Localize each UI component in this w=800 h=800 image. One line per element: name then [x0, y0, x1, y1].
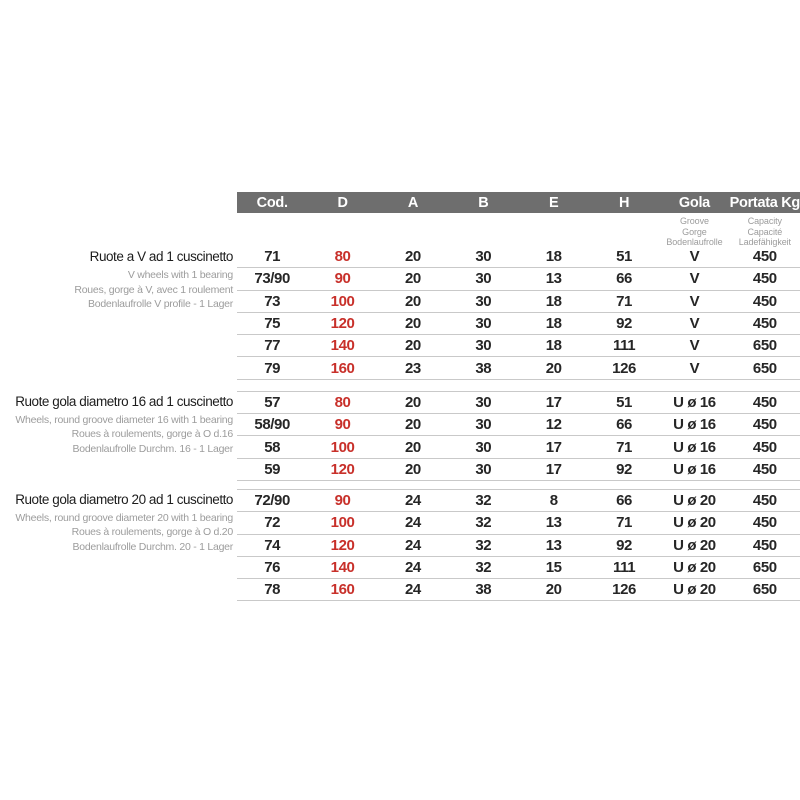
group-subtitle: Roues, gorge à V, avec 1 roulement	[74, 283, 233, 296]
cell-a: 24	[404, 514, 421, 532]
cell-e: 17	[545, 438, 562, 456]
cell-cod: 79	[264, 359, 281, 377]
cell-e: 20	[545, 581, 562, 599]
column-header-h: H	[618, 194, 630, 211]
cell-h: 111	[612, 559, 636, 576]
cell-e: 18	[545, 292, 562, 310]
group-title: Ruote gola diametro 16 ad 1 cuscinetto	[15, 393, 233, 409]
cell-a: 20	[404, 438, 421, 456]
cell-gola: U ø 20	[673, 514, 716, 532]
group-subtitle: V wheels with 1 bearing	[127, 269, 233, 281]
cell-b: 38	[475, 581, 492, 599]
cell-b: 30	[475, 416, 492, 434]
cell-portatakg: 450	[752, 315, 777, 333]
cell-cod: 73	[264, 292, 281, 310]
cell-a: 24	[404, 492, 421, 510]
cell-portatakg: 450	[752, 492, 777, 510]
cell-portatakg: 450	[752, 416, 777, 434]
cell-b: 32	[475, 514, 492, 532]
cell-h: 71	[616, 514, 632, 532]
cell-cod: 77	[264, 337, 281, 355]
cell-h: 92	[616, 315, 632, 333]
cell-d: 160	[330, 581, 355, 599]
group-subtitle: Wheels, round groove diameter 20 with 1 bearing	[15, 511, 233, 524]
cell-a: 23	[404, 359, 421, 377]
cell-b: 30	[475, 337, 492, 355]
table-header	[237, 192, 800, 213]
cell-gola: V	[689, 248, 700, 266]
portata-subheader-en: Capacity	[747, 216, 782, 226]
table-row	[237, 291, 800, 313]
portata-subheader-de: Ladefähigkeit	[738, 237, 791, 247]
cell-gola: U ø 20	[673, 559, 716, 576]
cell-b: 30	[475, 270, 492, 288]
cell-e: 17	[545, 393, 562, 411]
cell-cod: 75	[264, 315, 281, 333]
cell-b: 30	[475, 460, 492, 478]
cell-e: 13	[545, 536, 562, 554]
cell-a: 24	[404, 536, 421, 554]
cell-portatakg: 650	[752, 337, 777, 355]
group-rows	[237, 246, 800, 380]
cell-b: 30	[475, 438, 492, 456]
cell-cod: 58	[264, 438, 281, 456]
table-row	[237, 436, 800, 458]
group-subtitle: Bodenlaufrolle Durchm. 20 - 1 Lager	[72, 540, 233, 553]
table-row	[237, 246, 800, 268]
column-header-gola: Gola	[678, 194, 710, 211]
cell-portatakg: 650	[752, 559, 777, 576]
cell-d: 120	[330, 536, 355, 554]
cell-h: 126	[612, 359, 636, 377]
cell-a: 20	[404, 337, 421, 355]
cell-portatakg: 450	[752, 393, 777, 411]
spec-table	[0, 192, 800, 601]
product-group	[0, 489, 800, 601]
table-row	[237, 535, 800, 557]
group-subtitle: Wheels, round groove diameter 16 with 1 bearing	[15, 413, 233, 426]
cell-a: 20	[404, 416, 421, 434]
table-row	[237, 268, 800, 290]
group-rows	[237, 391, 800, 481]
cell-b: 38	[475, 359, 492, 377]
cell-portatakg: 450	[752, 514, 777, 532]
cell-a: 20	[404, 460, 421, 478]
cell-e: 18	[545, 248, 562, 266]
cell-portatakg: 450	[752, 248, 777, 266]
cell-gola: V	[689, 315, 700, 333]
cell-b: 30	[475, 248, 492, 266]
cell-e: 18	[545, 337, 562, 355]
group-labels	[0, 489, 237, 555]
table-row	[237, 357, 800, 379]
cell-portatakg: 450	[752, 292, 777, 310]
cell-h: 51	[616, 248, 632, 266]
cell-h: 71	[616, 438, 632, 456]
cell-gola: U ø 16	[673, 460, 716, 478]
cell-b: 30	[475, 315, 492, 333]
cell-d: 80	[334, 393, 351, 411]
cell-portatakg: 450	[752, 460, 777, 478]
column-header-cod: Cod.	[256, 194, 288, 211]
cell-cod: 74	[264, 536, 281, 554]
group-rows	[237, 489, 800, 601]
group-subtitle: Roues à roulements, gorge à O d.16	[71, 428, 233, 441]
cell-portatakg: 450	[752, 438, 777, 456]
cell-d: 120	[330, 460, 355, 478]
cell-a: 20	[404, 315, 421, 333]
group-title: Ruote gola diametro 20 ad 1 cuscinetto	[15, 491, 233, 507]
cell-d: 90	[334, 416, 351, 434]
cell-portatakg: 450	[752, 270, 777, 288]
cell-b: 32	[475, 536, 492, 554]
cell-portatakg: 650	[752, 581, 777, 599]
group-labels	[0, 246, 237, 312]
product-group	[0, 246, 800, 380]
cell-h: 126	[612, 581, 636, 599]
cell-portatakg: 450	[752, 536, 777, 554]
cell-b: 30	[475, 292, 492, 310]
gola-subheader-de: Bodenlaufrolle	[666, 237, 723, 247]
cell-a: 20	[404, 292, 421, 310]
table-row	[237, 313, 800, 335]
gola-subheader	[659, 213, 729, 248]
cell-e: 18	[545, 315, 562, 333]
cell-gola: U ø 16	[673, 438, 716, 456]
cell-gola: U ø 20	[673, 581, 716, 599]
cell-gola: V	[689, 337, 700, 355]
group-title: Ruote a V ad 1 cuscinetto	[89, 249, 233, 264]
table-row	[237, 512, 800, 534]
cell-portatakg: 650	[752, 359, 777, 377]
cell-d: 90	[334, 492, 351, 510]
cell-d: 160	[330, 359, 355, 377]
cell-d: 140	[330, 337, 355, 355]
table-row	[237, 335, 800, 357]
column-header-a: A	[407, 194, 419, 211]
table-row	[237, 414, 800, 436]
cell-h: 51	[616, 393, 632, 411]
column-header-b: B	[478, 194, 489, 211]
column-header-portata: Portata Kg	[729, 194, 800, 211]
cell-cod: 59	[264, 460, 281, 478]
cell-cod: 78	[264, 581, 281, 599]
cell-b: 30	[475, 393, 492, 411]
cell-cod: 73/90	[254, 270, 290, 288]
gola-subheader-en: Groove	[679, 216, 709, 226]
table-subheader	[237, 213, 800, 246]
table-row	[237, 459, 800, 481]
cell-cod: 57	[264, 393, 281, 411]
cell-cod: 72	[264, 514, 281, 532]
cell-d: 120	[330, 315, 355, 333]
group-subtitle: Bodenlaufrolle V profile - 1 Lager	[87, 298, 233, 310]
cell-d: 100	[330, 514, 355, 532]
cell-h: 111	[612, 337, 636, 355]
portata-subheader	[730, 213, 800, 248]
cell-a: 20	[404, 393, 421, 411]
cell-h: 92	[616, 536, 632, 554]
group-labels	[0, 391, 237, 457]
cell-a: 20	[404, 248, 421, 266]
cell-h: 66	[616, 492, 632, 510]
cell-gola: U ø 16	[673, 393, 716, 411]
cell-d: 100	[330, 292, 355, 310]
cell-b: 32	[475, 492, 492, 510]
cell-a: 20	[404, 270, 421, 288]
cell-a: 24	[404, 581, 421, 599]
cell-e: 13	[545, 270, 562, 288]
cell-b: 32	[475, 559, 492, 576]
cell-cod: 58/90	[254, 416, 290, 434]
column-header-d: D	[337, 194, 348, 211]
cell-h: 71	[616, 292, 632, 310]
cell-a: 24	[404, 559, 421, 576]
cell-e: 8	[549, 492, 558, 510]
table-row	[237, 579, 800, 601]
cell-d: 90	[334, 270, 351, 288]
cell-e: 17	[545, 460, 562, 478]
table-row	[237, 490, 800, 512]
portata-subheader-fr: Capacité	[747, 226, 783, 237]
group-subtitle: Roues à roulements, gorge à O d.20	[71, 526, 233, 539]
cell-e: 13	[545, 514, 562, 532]
cell-gola: V	[689, 292, 700, 310]
cell-gola: U ø 20	[673, 536, 716, 554]
cell-e: 12	[545, 416, 562, 434]
cell-d: 80	[334, 248, 351, 266]
cell-gola: V	[689, 359, 700, 377]
column-header-e: E	[549, 194, 559, 211]
cell-gola: U ø 20	[673, 492, 716, 510]
cell-e: 20	[545, 359, 562, 377]
cell-cod: 76	[264, 559, 281, 576]
product-group	[0, 391, 800, 481]
cell-gola: U ø 16	[673, 416, 716, 434]
cell-h: 92	[616, 460, 632, 478]
product-groups	[0, 246, 800, 601]
table-row	[237, 392, 800, 414]
cell-d: 140	[330, 559, 355, 576]
cell-h: 66	[616, 270, 632, 288]
cell-h: 66	[616, 416, 632, 434]
cell-d: 100	[330, 438, 355, 456]
cell-cod: 71	[264, 248, 281, 266]
group-subtitle: Bodenlaufrolle Durchm. 16 - 1 Lager	[72, 442, 233, 455]
cell-gola: V	[689, 270, 700, 288]
table-row	[237, 557, 800, 579]
cell-e: 15	[545, 559, 562, 576]
gola-subheader-fr: Gorge	[682, 226, 707, 237]
cell-cod: 72/90	[254, 492, 290, 510]
